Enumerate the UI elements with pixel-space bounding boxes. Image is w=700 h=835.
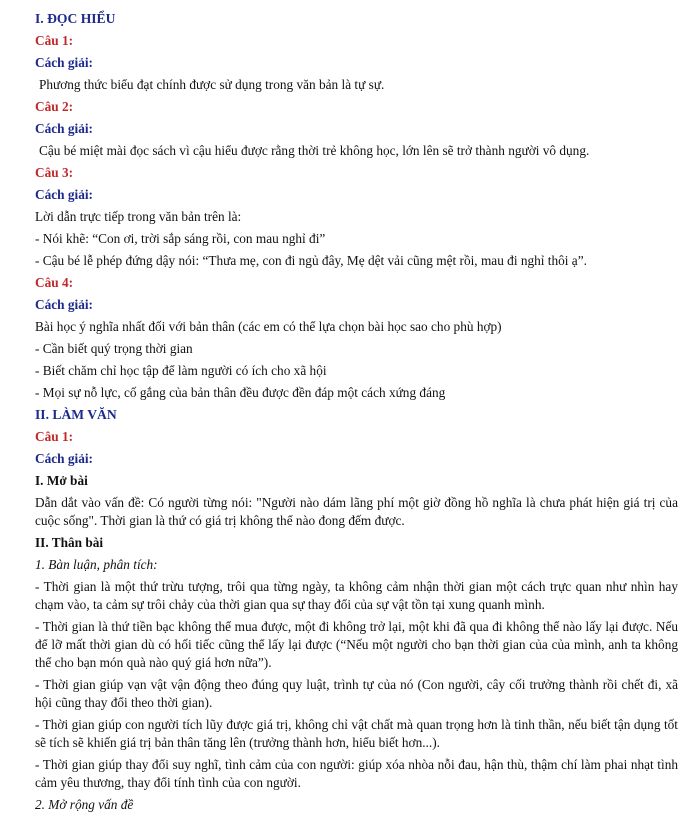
than-bai-item-3: - Thời gian giúp vạn vật vận động theo đúng quy luật, trình tự của nó (Con người, cây cối trưởng thành rồi chết đi, xã hội cũng thay đổi theo thời gian). [35, 677, 678, 710]
q4-item-2: - Biết chăm chỉ học tập để làm người có ích cho xã hội [35, 363, 327, 378]
q4-item-1: - Cần biết quý trọng thời gian [35, 341, 193, 356]
q1-method-label: Cách giải: [35, 55, 93, 70]
subsection-2-title: 2. Mở rộng vấn đề [35, 797, 134, 812]
q4-method-label: Cách giải: [35, 297, 93, 312]
q1-label: Câu 1: [35, 33, 74, 48]
than-bai-item-5: - Thời gian giúp thay đổi suy nghĩ, tình cảm của con người: giúp xóa nhòa nỗi đau, hận thù, thậm chí làm phai nhạt tình cảm yêu thương, thay đổi tính tình của con người. [35, 757, 678, 790]
q3-label: Câu 3: [35, 165, 74, 180]
part1-title: I. ĐỌC HIỂU [35, 11, 116, 26]
than-bai-heading: II. Thân bài [35, 535, 104, 550]
q3-item-2: - Cậu bé lễ phép đứng dậy nói: “Thưa mẹ, con đi ngủ đây, Mẹ dệt vải cũng mệt rồi, mau đi nghỉ thôi ạ”. [35, 253, 587, 268]
q3-intro: Lời dẫn trực tiếp trong văn bản trên là: [35, 209, 242, 224]
part2-q1-method-label: Cách giải: [35, 451, 93, 466]
q3-item-1: - Nói khẽ: “Con ơi, trời sắp sáng rồi, con mau nghỉ đi” [35, 231, 326, 246]
q4-intro: Bài học ý nghĩa nhất đối với bản thân (các em có thể lựa chọn bài học sao cho phù hợp) [35, 319, 502, 334]
than-bai-item-1: - Thời gian là một thứ trừu tượng, trôi qua từng ngày, ta không cảm nhận thời gian một cách trực quan như nhìn hay chạm vào, ta cảm sự trôi chảy của thời gian qua sự thay đổi của sự vật tồn tại xung quanh mình. [35, 579, 678, 612]
mo-bai-text: Dẫn dắt vào vấn đề: Có người từng nói: "Người nào dám lãng phí một giờ đồng hồ nghĩa là chưa phát hiện giá trị của cuộc sống". Thời gian là thứ có giá trị không thể nào đong đếm được. [35, 495, 678, 528]
q3-method-label: Cách giải: [35, 187, 93, 202]
q2-label: Câu 2: [35, 99, 74, 114]
q1-answer: Phương thức biểu đạt chính được sử dụng trong văn bản là tự sự. [39, 77, 385, 92]
q2-method-label: Cách giải: [35, 121, 93, 136]
q2-answer: Cậu bé miệt mài đọc sách vì cậu hiểu được rằng thời trẻ không học, lớn lên sẽ trở thành người vô dụng. [39, 143, 590, 158]
than-bai-item-4: - Thời gian giúp con người tích lũy được giá trị, không chỉ vật chất mà quan trọng hơn là tinh thần, nếu biết tận dụng tốt sẽ tích sẽ khiến giá trị bản thân tăng lên (trưởng thành hơn, hiểu biết hơn...). [35, 717, 678, 750]
q4-item-3: - Mọi sự nỗ lực, cố gắng của bản thân đều được đền đáp một cách xứng đáng [35, 385, 446, 400]
mo-bai-heading: I. Mở bài [35, 473, 88, 488]
part2-q1-label: Câu 1: [35, 429, 74, 444]
subsection-1-title: 1. Bàn luận, phân tích: [35, 557, 158, 572]
part2-title: II. LÀM VĂN [35, 407, 117, 422]
than-bai-item-2: - Thời gian là thứ tiền bạc không thể mua được, một đi không trở lại, một khi đã qua đi không thể nào lấy lại được. Nếu để lỡ mất thời gian dù có hối tiếc cũng thể lấy lại được (“Nếu một người cho bạn thời gian của của mình, anh ta không thể cho bạn món quà nào quý giá hơn nữa”). [35, 619, 678, 670]
q4-label: Câu 4: [35, 275, 74, 290]
